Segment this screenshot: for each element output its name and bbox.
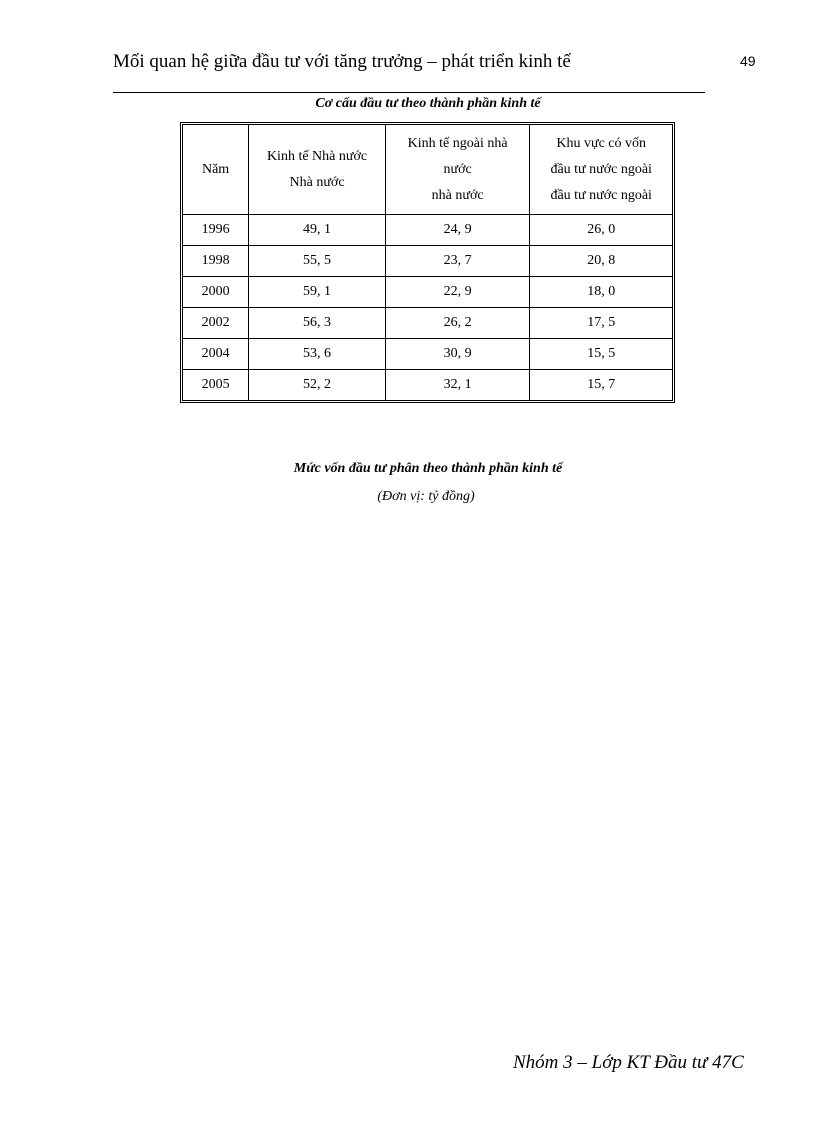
cell-state: 55, 5 (249, 246, 386, 277)
cell-state: 49, 1 (249, 215, 386, 246)
table-row (183, 339, 672, 370)
header-line: Kinh tế Nhà nước (266, 148, 368, 164)
section-caption: Mức vốn đầu tư phân theo thành phần kinh tế (293, 461, 563, 476)
header-divider (113, 92, 705, 93)
cell-year: 1996 (183, 215, 249, 246)
cell-state: 59, 1 (249, 277, 386, 308)
column-header-state-economy (249, 125, 386, 215)
header-line: Nhà nước (289, 174, 345, 190)
header-line: Kinh tế ngoài nhà (407, 135, 508, 151)
cell-year: 2005 (183, 370, 249, 401)
cell-fdi: 20, 8 (530, 246, 672, 277)
page-header-title: Mối quan hệ giữa đầu tư với tăng trưởng – phát triển kinh tế (113, 51, 571, 72)
cell-fdi: 15, 7 (530, 370, 672, 401)
header-line: đầu tư nước ngoài (550, 161, 652, 177)
header-line: Năm (201, 161, 230, 177)
column-header-year (183, 125, 249, 215)
column-header-non-state-economy (385, 125, 530, 215)
page-number: 49 (740, 53, 756, 69)
investment-structure-table (180, 122, 675, 403)
cell-year: 2004 (183, 339, 249, 370)
cell-non-state: 23, 7 (385, 246, 530, 277)
cell-non-state: 22, 9 (385, 277, 530, 308)
page-footer: Nhóm 3 – Lớp KT Đầu tư 47C (513, 1052, 744, 1073)
cell-non-state: 32, 1 (385, 370, 530, 401)
cell-fdi: 17, 5 (530, 308, 672, 339)
cell-fdi: 15, 5 (530, 339, 672, 370)
table-row (183, 370, 672, 401)
cell-year: 2002 (183, 308, 249, 339)
header-line: Khu vực có vốn (556, 135, 647, 151)
cell-non-state: 26, 2 (385, 308, 530, 339)
table-row (183, 308, 672, 339)
header-line: đầu tư nước ngoài (550, 187, 652, 203)
data-table (183, 125, 672, 400)
cell-fdi: 26, 0 (530, 215, 672, 246)
unit-note: (Đơn vị: tỷ đồng) (377, 489, 475, 504)
cell-year: 2000 (183, 277, 249, 308)
table-caption: Cơ cấu đầu tư theo thành phần kinh tế (315, 96, 541, 111)
cell-state: 53, 6 (249, 339, 386, 370)
table-row (183, 215, 672, 246)
cell-state: 56, 3 (249, 308, 386, 339)
cell-state: 52, 2 (249, 370, 386, 401)
cell-fdi: 18, 0 (530, 277, 672, 308)
cell-year: 1998 (183, 246, 249, 277)
table-row (183, 277, 672, 308)
table-row (183, 246, 672, 277)
cell-non-state: 24, 9 (385, 215, 530, 246)
table-header-row (183, 125, 672, 215)
header-line: nước (443, 161, 472, 177)
column-header-fdi-sector (530, 125, 672, 215)
header-line: nhà nước (431, 187, 484, 203)
cell-non-state: 30, 9 (385, 339, 530, 370)
